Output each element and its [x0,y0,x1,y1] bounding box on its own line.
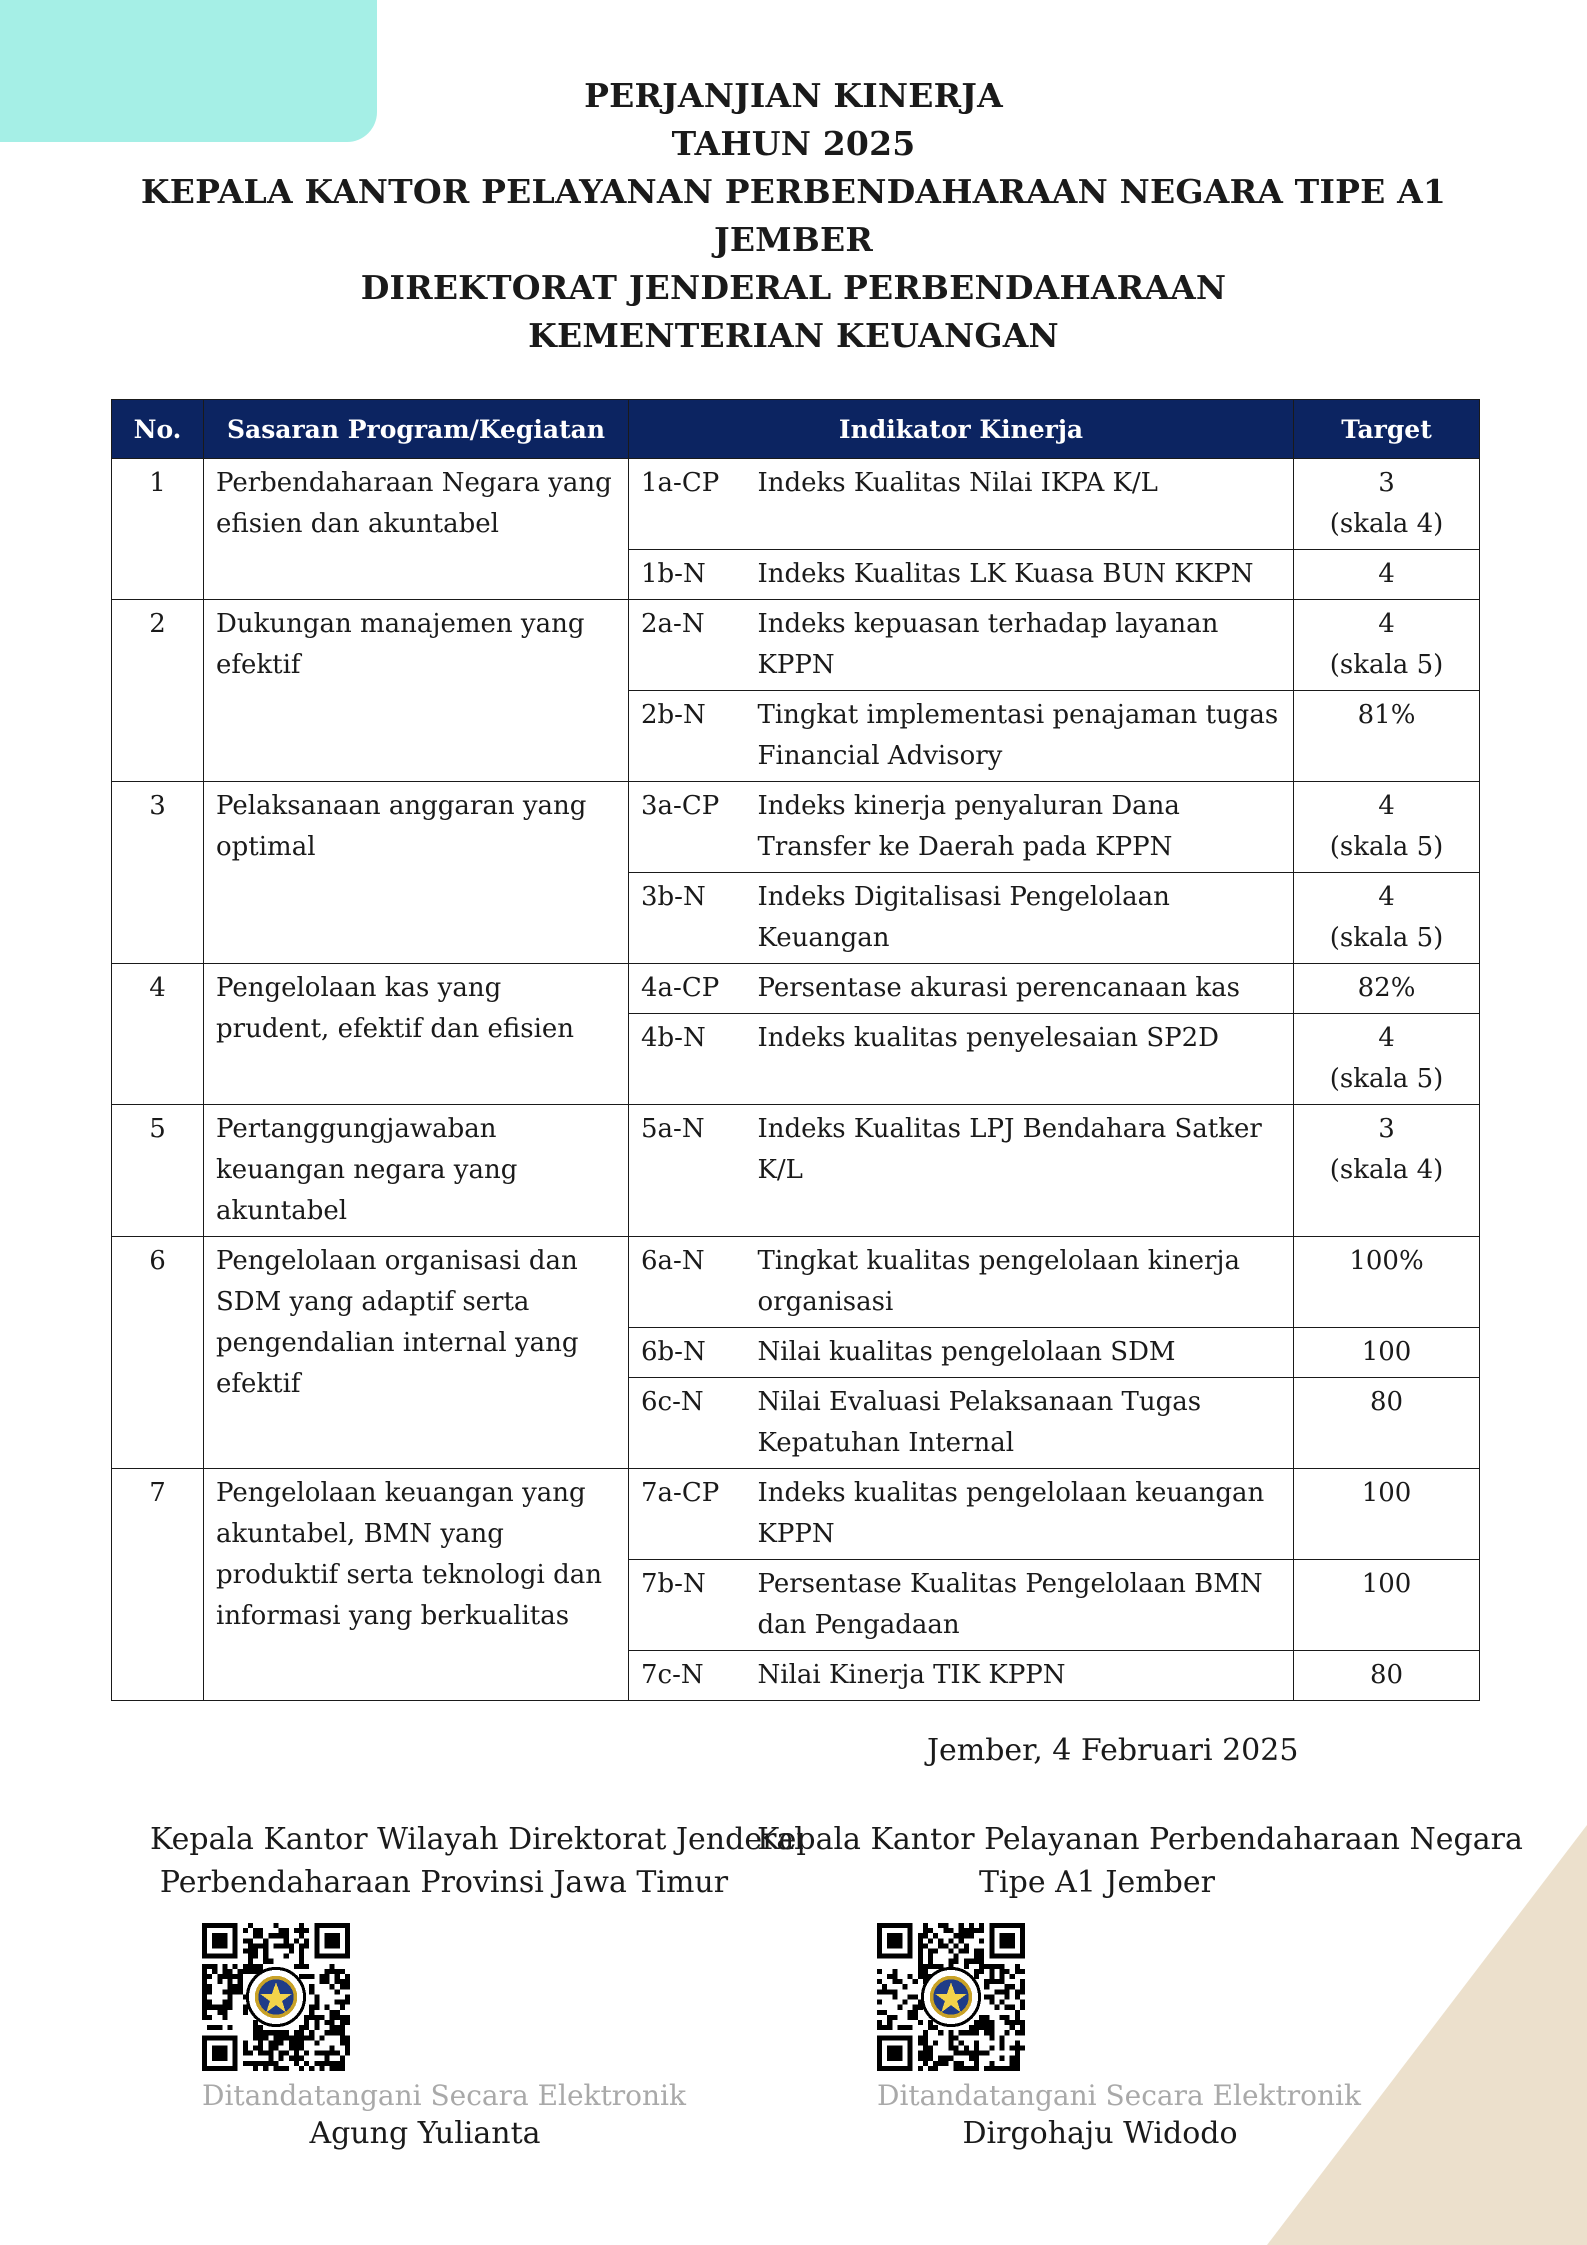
header-indikator: Indikator Kinerja [629,400,1294,459]
target-value: 3 [1378,468,1395,498]
cell-indicator-code: 2a-N [629,600,754,691]
cell-target [1294,1560,1480,1651]
cell-no: 7 [112,1469,204,1701]
cell-indicator-code: 4a-CP [629,964,754,1014]
target-value: 4 [1378,559,1395,589]
target-value: 100% [1349,1246,1424,1276]
cell-indicator-text: Tingkat kualitas pengelolaan kinerja organisasi [754,1237,1294,1328]
cell-target [1294,873,1480,964]
cell-indicator-text: Persentase Kualitas Pengelolaan BMN dan Pengadaan [754,1560,1294,1651]
cell-sasaran: Pengelolaan organisasi dan SDM yang adaptif serta pengendalian internal yang efektif [204,1237,629,1469]
cell-indicator-code: 7b-N [629,1560,754,1651]
cell-indicator-text: Tingkat implementasi penajaman tugas Financial Advisory [754,691,1294,782]
signatory-left-role-line: Kepala Kantor Wilayah Direktorat Jenderal [150,1822,804,1857]
cell-indicator-code: 5a-N [629,1105,754,1237]
cell-indicator-text: Indeks kepuasan terhadap layanan KPPN [754,600,1294,691]
cell-sasaran: Perbendaharaan Negara yang efisien dan akuntabel [204,459,629,600]
cell-target [1294,1014,1480,1105]
document-title [0,72,1587,360]
signatory-left-role-line: Perbendaharaan Provinsi Jawa Timur [159,1865,729,1900]
signature-caption-left: Ditandatangani Secara Elektronik [202,2079,686,2112]
cell-no: 1 [112,459,204,600]
table-row [112,782,1480,873]
signatory-right [757,1818,1523,1904]
qr-code-icon [877,1923,1025,2071]
cell-target [1294,459,1480,550]
place-date: Jember, 4 Februari 2025 [927,1733,1299,1768]
cell-indicator-code: 3b-N [629,873,754,964]
cell-indicator-text: Indeks Digitalisasi Pengelolaan Keuangan [754,873,1294,964]
cell-indicator-code: 1b-N [629,550,754,600]
table-row [112,459,1480,550]
cell-target [1294,1237,1480,1328]
cell-target [1294,600,1480,691]
cell-indicator-text: Nilai Evaluasi Pelaksanaan Tugas Kepatuhan Internal [754,1378,1294,1469]
cell-target [1294,1328,1480,1378]
cell-indicator-code: 7a-CP [629,1469,754,1560]
header-sasaran: Sasaran Program/Kegiatan [204,400,629,459]
cell-indicator-text: Indeks kualitas pengelolaan keuangan KPPN [754,1469,1294,1560]
signatory-left [150,1818,804,1904]
target-value: 4 [1378,609,1395,639]
title-line-6: KEMENTERIAN KEUANGAN [528,316,1059,355]
target-value: 81% [1357,700,1416,730]
signatory-right-role [757,1818,1523,1904]
signatory-right-role-line: Tipe A1 Jember [979,1865,1215,1900]
cell-target [1294,1105,1480,1237]
cell-sasaran: Pelaksanaan anggaran yang optimal [204,782,629,964]
cell-indicator-code: 1a-CP [629,459,754,550]
target-scale-note: (skala 5) [1329,650,1444,680]
table-header-row [112,400,1480,459]
cell-indicator-text: Persentase akurasi perencanaan kas [754,964,1294,1014]
signatory-right-role-line: Kepala Kantor Pelayanan Perbendaharaan Negara [757,1822,1523,1857]
target-scale-note: (skala 4) [1329,509,1444,539]
cell-indicator-code: 7c-N [629,1651,754,1701]
title-line-1: PERJANJIAN KINERJA [584,76,1003,115]
table-row [112,600,1480,691]
cell-sasaran: Pengelolaan keuangan yang akuntabel, BMN yang produktif serta teknologi dan informasi yang berkualitas [204,1469,629,1701]
cell-target [1294,782,1480,873]
target-value: 4 [1378,1023,1395,1053]
cell-indicator-code: 3a-CP [629,782,754,873]
title-line-2: TAHUN 2025 [671,124,916,163]
cell-indicator-text: Indeks Kualitas LPJ Bendahara Satker K/L [754,1105,1294,1237]
cell-sasaran: Dukungan manajemen yang efektif [204,600,629,782]
title-line-3: KEPALA KANTOR PELAYANAN PERBENDAHARAAN NEGARA TIPE A1 [140,172,1447,211]
target-scale-note: (skala 5) [1329,923,1444,953]
cell-no: 6 [112,1237,204,1469]
title-line-5: DIREKTORAT JENDERAL PERBENDAHARAAN [360,268,1227,307]
cell-indicator-code: 6b-N [629,1328,754,1378]
target-scale-note: (skala 5) [1329,832,1444,862]
target-value: 100 [1361,1337,1412,1367]
cell-indicator-code: 6a-N [629,1237,754,1328]
cell-indicator-code: 2b-N [629,691,754,782]
performance-table [111,399,1480,1701]
qr-code-icon [202,1923,350,2071]
cell-target [1294,1469,1480,1560]
target-value: 100 [1361,1478,1412,1508]
target-scale-note: (skala 5) [1329,1064,1444,1094]
cell-sasaran: Pertanggungjawaban keuangan negara yang akuntabel [204,1105,629,1237]
cell-indicator-text: Indeks Kualitas LK Kuasa BUN KKPN [754,550,1294,600]
target-value: 80 [1369,1660,1404,1690]
target-scale-note: (skala 4) [1329,1155,1444,1185]
target-value: 100 [1361,1569,1412,1599]
cell-sasaran: Pengelolaan kas yang prudent, efektif dan efisien [204,964,629,1105]
header-no: No. [112,400,204,459]
target-value: 4 [1378,791,1395,821]
cell-indicator-code: 4b-N [629,1014,754,1105]
cell-target [1294,1651,1480,1701]
table-row [112,1237,1480,1328]
cell-target [1294,964,1480,1014]
cell-target [1294,1378,1480,1469]
table-row [112,964,1480,1014]
table-row [112,1469,1480,1560]
signatory-left-role [150,1818,804,1904]
target-value: 80 [1369,1387,1404,1417]
signatory-left-name: Agung Yulianta [309,2116,541,2151]
cell-target [1294,550,1480,600]
header-target: Target [1294,400,1480,459]
cell-indicator-text: Indeks kinerja penyaluran Dana Transfer ke Daerah pada KPPN [754,782,1294,873]
target-value: 82% [1357,973,1416,1003]
cell-no: 3 [112,782,204,964]
signature-caption-right: Ditandatangani Secara Elektronik [877,2079,1361,2112]
cell-indicator-text: Nilai kualitas pengelolaan SDM [754,1328,1294,1378]
title-line-4: JEMBER [714,220,873,259]
cell-indicator-text: Indeks Kualitas Nilai IKPA K/L [754,459,1294,550]
table-row [112,1105,1480,1237]
cell-no: 4 [112,964,204,1105]
table-body [112,459,1480,1701]
target-value: 4 [1378,882,1395,912]
cell-no: 5 [112,1105,204,1237]
signatory-right-name: Dirgohaju Widodo [962,2116,1238,2151]
cell-indicator-code: 6c-N [629,1378,754,1469]
cell-indicator-text: Nilai Kinerja TIK KPPN [754,1651,1294,1701]
cell-indicator-text: Indeks kualitas penyelesaian SP2D [754,1014,1294,1105]
cell-target [1294,691,1480,782]
target-value: 3 [1378,1114,1395,1144]
cell-no: 2 [112,600,204,782]
